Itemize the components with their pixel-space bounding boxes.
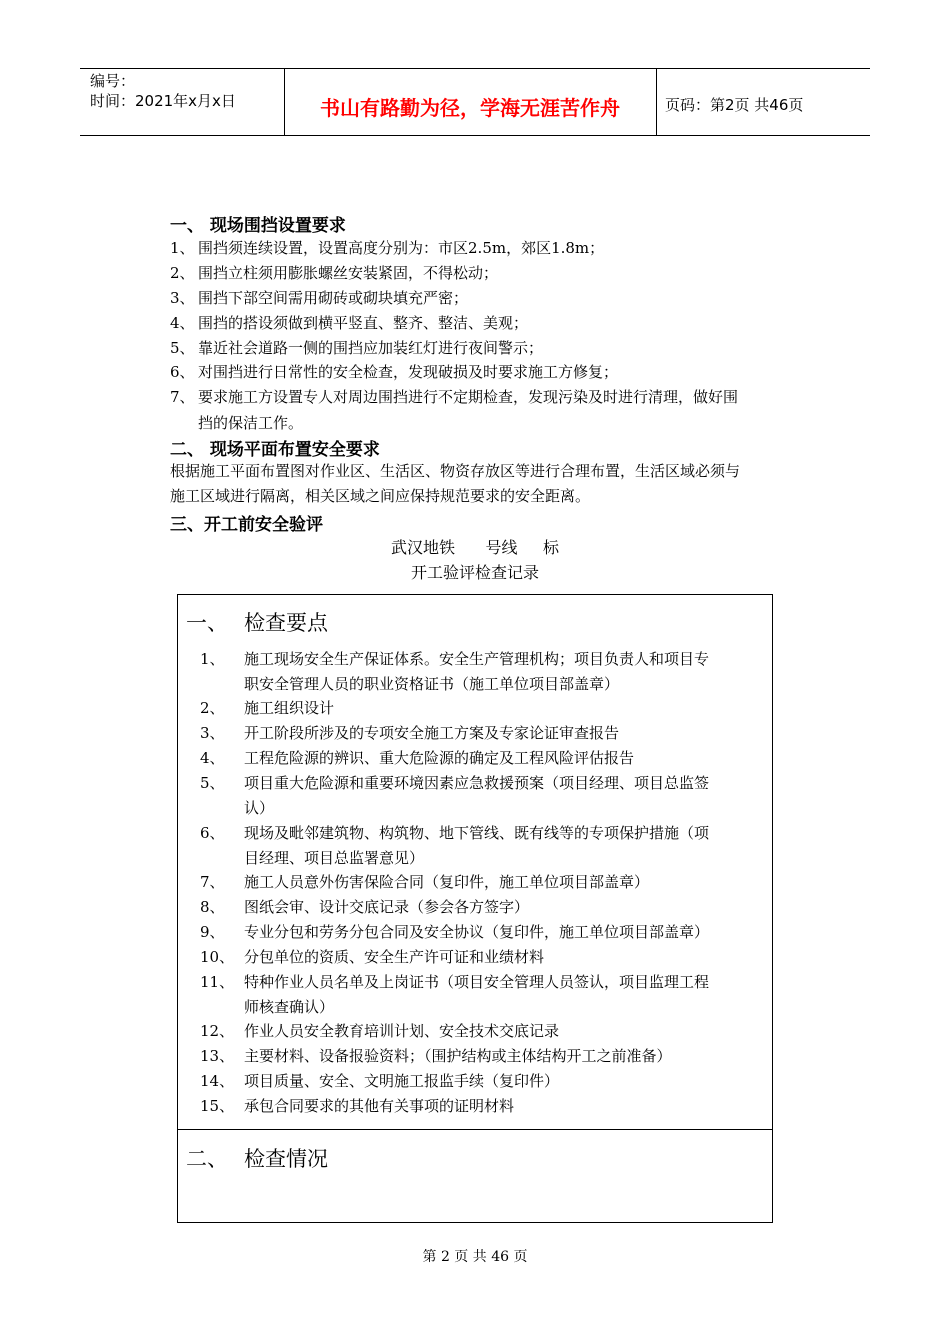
item-text: 施工人员意外伤害保险合同（复印件，施工单位项目部盖章） [244,873,650,891]
part-title: 检查要点 [244,611,328,635]
item-text: 对围挡进行日常性的安全检查，发现破损及时要求施工方修复； [198,363,619,381]
item-text-continued: 目经理、项目总监署意见） [244,849,425,867]
header-code-label: 编号： [90,72,136,90]
item-number: 8、 [200,898,225,916]
item-text: 靠近社会道路一侧的围挡应加装红灯进行夜间警示； [198,339,544,357]
item-text: 现场及毗邻建筑物、构筑物、地下管线、既有线等的专项保护措施（项 [244,824,710,842]
item-text: 专业分包和劳务分包合同及安全协议（复印件，施工单位项目部盖章） [244,923,710,941]
item-number: 6、 [170,363,195,381]
header-divider-right [656,68,657,136]
item-number: 2、 [200,699,225,717]
item-text-continued: 师核查确认） [244,998,335,1016]
header-top-rule [80,68,870,69]
item-text: 分包单位的资质、安全生产许可证和业绩材料 [244,948,545,966]
item-number: 7、 [200,873,225,891]
part-title: 检查情况 [244,1147,328,1171]
item-number: 2、 [170,264,195,282]
item-text: 要求施工方设置专人对周边围挡进行不定期检查，发现污染及时进行清理，做好围 [198,388,739,406]
section2-paragraph-line: 根据施工平面布置图对作业区、生活区、物资存放区等进行合理布置，生活区域必须与 [170,462,741,480]
item-text: 图纸会审、设计交底记录（参会各方签字） [244,898,530,916]
item-number: 6、 [200,824,225,842]
item-text: 施工现场安全生产保证体系。安全生产管理机构；项目负责人和项目专 [244,650,710,668]
item-number: 5、 [200,774,225,792]
section1-title: 一、 现场围挡设置要求 [170,216,346,236]
item-text-continued: 认） [244,799,275,817]
item-text: 围挡立柱须用膨胀螺丝安装紧固，不得松动； [198,264,499,282]
section3-title: 三、开工前安全验评 [170,515,323,535]
page-footer: 第 2 页 共 46 页 [422,1249,528,1265]
item-number: 11、 [200,973,235,991]
item-number: 15、 [200,1097,235,1115]
item-text: 特种作业人员名单及上岗证书（项目安全管理人员签认，项目监理工程 [244,973,710,991]
item-number: 1、 [200,650,225,668]
item-text: 承包合同要求的其他有关事项的证明材料 [244,1097,515,1115]
record-subtitle: 武汉地铁 号线 标 [391,538,559,557]
item-text-continued: 职安全管理人员的职业资格证书（施工单位项目部盖章） [244,675,620,693]
section2-title: 二、 现场平面布置安全要求 [170,440,380,460]
item-number: 3、 [170,289,195,307]
item-text: 项目质量、安全、文明施工报监手续（复印件） [244,1072,560,1090]
item-text: 围挡须连续设置，设置高度分别为：市区2.5m，郊区1.8m； [198,239,605,257]
item-number: 3、 [200,724,225,742]
part-number: 一、 [186,611,228,635]
item-text: 作业人员安全教育培训计划、安全技术交底记录 [244,1022,560,1040]
item-text: 施工组织设计 [244,699,335,717]
section2-paragraph-line: 施工区域进行隔离，相关区域之间应保持规范要求的安全距离。 [170,487,591,505]
item-number: 1、 [170,239,195,257]
item-number: 4、 [200,749,225,767]
header-page-label: 页码：第2页 共46页 [665,96,804,114]
part-number: 二、 [186,1147,228,1171]
item-number: 12、 [200,1022,235,1040]
item-number: 4、 [170,314,195,332]
item-number: 9、 [200,923,225,941]
record-box-divider [177,1129,773,1130]
item-number: 10、 [200,948,235,966]
header-motto: 书山有路勤为径，学海无涯苦作舟 [320,96,620,120]
header-bottom-rule [80,135,870,136]
item-text-continued: 挡的保洁工作。 [198,414,304,432]
item-number: 5、 [170,339,195,357]
item-text: 围挡下部空间需用砌砖或砌块填充严密； [198,289,469,307]
item-number: 7、 [170,388,195,406]
item-number: 14、 [200,1072,235,1090]
header-time-label: 时间：2021年x月x日 [90,92,236,110]
item-text: 主要材料、设备报验资料；（围护结构或主体结构开工之前准备） [244,1047,672,1065]
item-number: 13、 [200,1047,235,1065]
record-title: 开工验评检查记录 [410,563,539,582]
item-text: 工程危险源的辨识、重大危险源的确定及工程风险评估报告 [244,749,635,767]
item-text: 开工阶段所涉及的专项安全施工方案及专家论证审查报告 [244,724,620,742]
item-text: 项目重大危险源和重要环境因素应急救援预案（项目经理、项目总监签 [244,774,710,792]
item-text: 围挡的搭设须做到横平竖直、整齐、整洁、美观； [198,314,529,332]
